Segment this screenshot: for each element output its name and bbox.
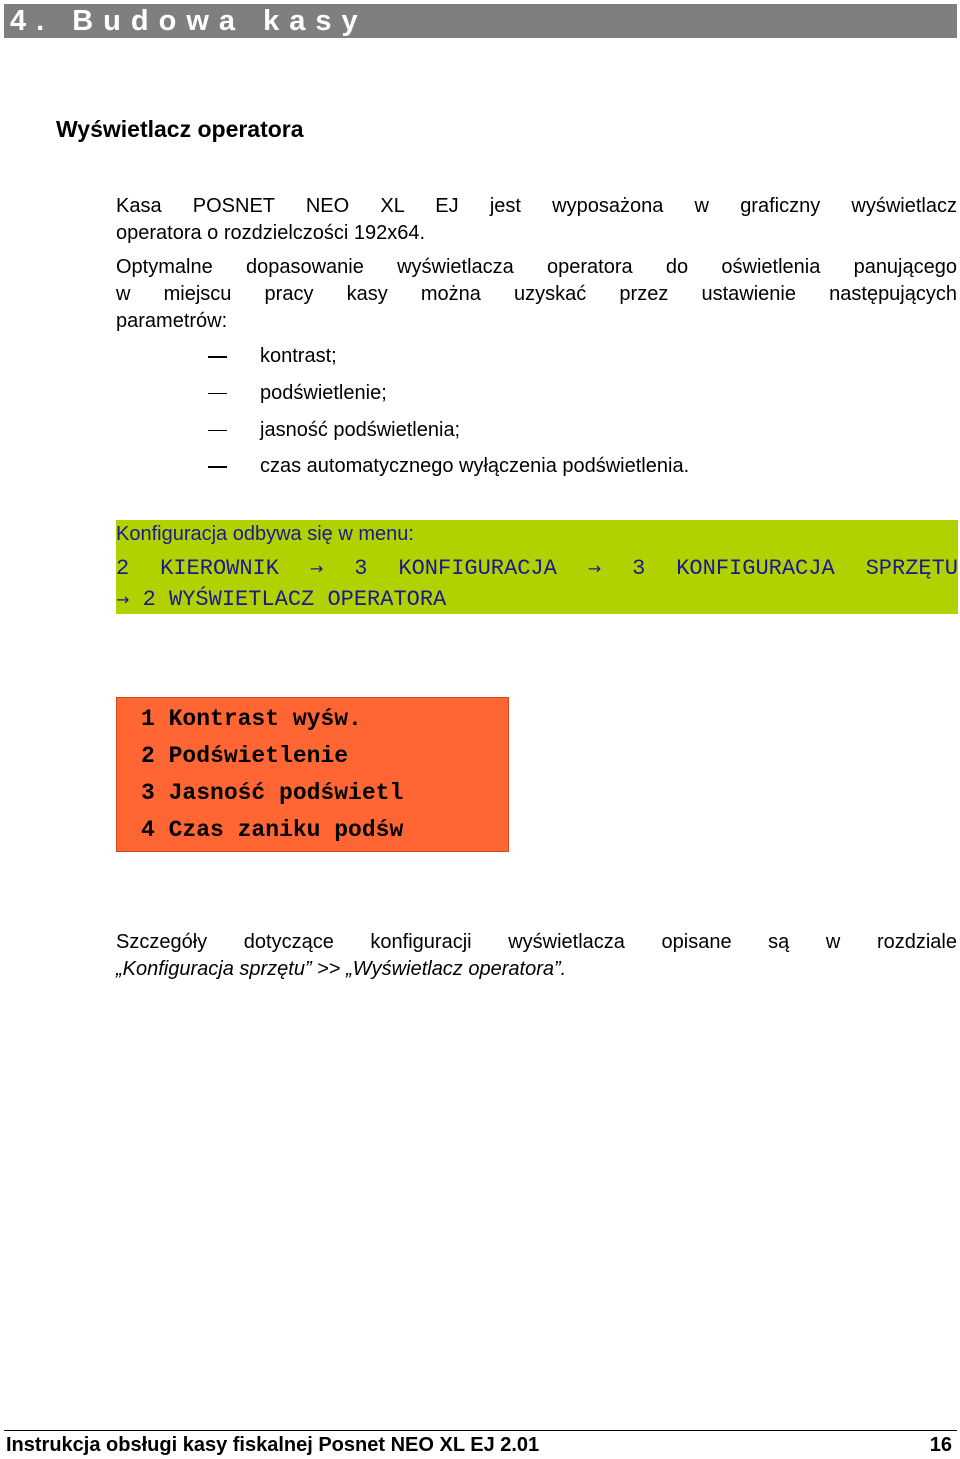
chapter-reference: „Konfiguracja sprzętu”	[116, 958, 312, 980]
arrow-right-icon: →	[309, 559, 324, 578]
arrow-right-icon: →	[587, 559, 602, 578]
chapter-title: 4. Budowa kasy	[10, 5, 368, 37]
arrow-right-icon: →	[116, 590, 130, 609]
closing-line-1: Szczegóły dotyczące konfiguracji wyświetlacza opisane są w rozdziale	[116, 931, 957, 953]
menu-path-box	[116, 520, 958, 614]
intro-paragraph	[116, 193, 957, 247]
display-menu-item: 1 Kontrast wyśw.	[141, 706, 362, 732]
list-item	[208, 343, 908, 380]
list-item-text: podświetlenie;	[260, 381, 387, 404]
dash-bullet-icon	[208, 466, 227, 468]
list-item	[208, 417, 908, 454]
list-item-text: czas automatycznego wyłączenia podświetlenia.	[260, 455, 690, 478]
menu-path-line-1	[116, 554, 958, 584]
footer-title: Instrukcja obsługi kasy fiskalnej Posnet NEO XL EJ 2.01	[6, 1434, 540, 1456]
intro-line-2: operatora o rozdzielczości 192x64.	[116, 222, 426, 244]
list-item-text: jasność podświetlenia;	[260, 418, 461, 441]
chapter-header-bar	[4, 4, 957, 38]
parameters-line-1: Optymalne dopasowanie wyświetlacza operatora do oświetlenia panującego	[116, 256, 957, 278]
parameters-line-3: parametrów:	[116, 310, 228, 332]
display-menu-item: 4 Czas zaniku podśw	[141, 817, 404, 843]
dash-bullet-icon	[208, 430, 227, 432]
menu-step-2: 3 KONFIGURACJA	[354, 556, 557, 581]
section-reference: „Wyświetlacz operatora”.	[346, 958, 567, 980]
menu-step-1: 2 KIEROWNIK	[116, 556, 279, 581]
menu-path-intro: Konfiguracja odbywa się w menu:	[116, 523, 414, 545]
closing-line-2	[116, 956, 957, 983]
display-menu-item: 3 Jasność podświetl	[141, 780, 404, 806]
intro-line-1: Kasa POSNET NEO XL EJ jest wyposażona w graficzny wyświetlacz	[116, 195, 957, 217]
closing-paragraph	[116, 929, 957, 983]
menu-step-3: 3 KONFIGURACJA SPRZĘTU	[632, 556, 959, 581]
reference-separator: >>	[317, 958, 341, 980]
section-heading: Wyświetlacz operatora	[56, 116, 304, 142]
list-item	[208, 453, 908, 490]
parameters-line-2: w miejscu pracy kasy można uzyskać przez ustawienie następujących	[116, 283, 957, 305]
menu-path-line-2	[116, 585, 958, 615]
parameter-list	[208, 343, 908, 490]
dash-bullet-icon	[208, 356, 227, 358]
list-item	[208, 380, 908, 417]
display-menu-item: 2 Podświetlenie	[141, 743, 349, 769]
menu-step-4: 2 WYŚWIETLACZ OPERATORA	[142, 587, 447, 612]
dash-bullet-icon	[208, 393, 227, 395]
page-number: 16	[929, 1434, 952, 1456]
list-item-text: kontrast;	[260, 345, 337, 367]
operator-display-menu	[116, 697, 509, 852]
parameters-paragraph	[116, 254, 957, 335]
footer-divider	[4, 1430, 957, 1431]
